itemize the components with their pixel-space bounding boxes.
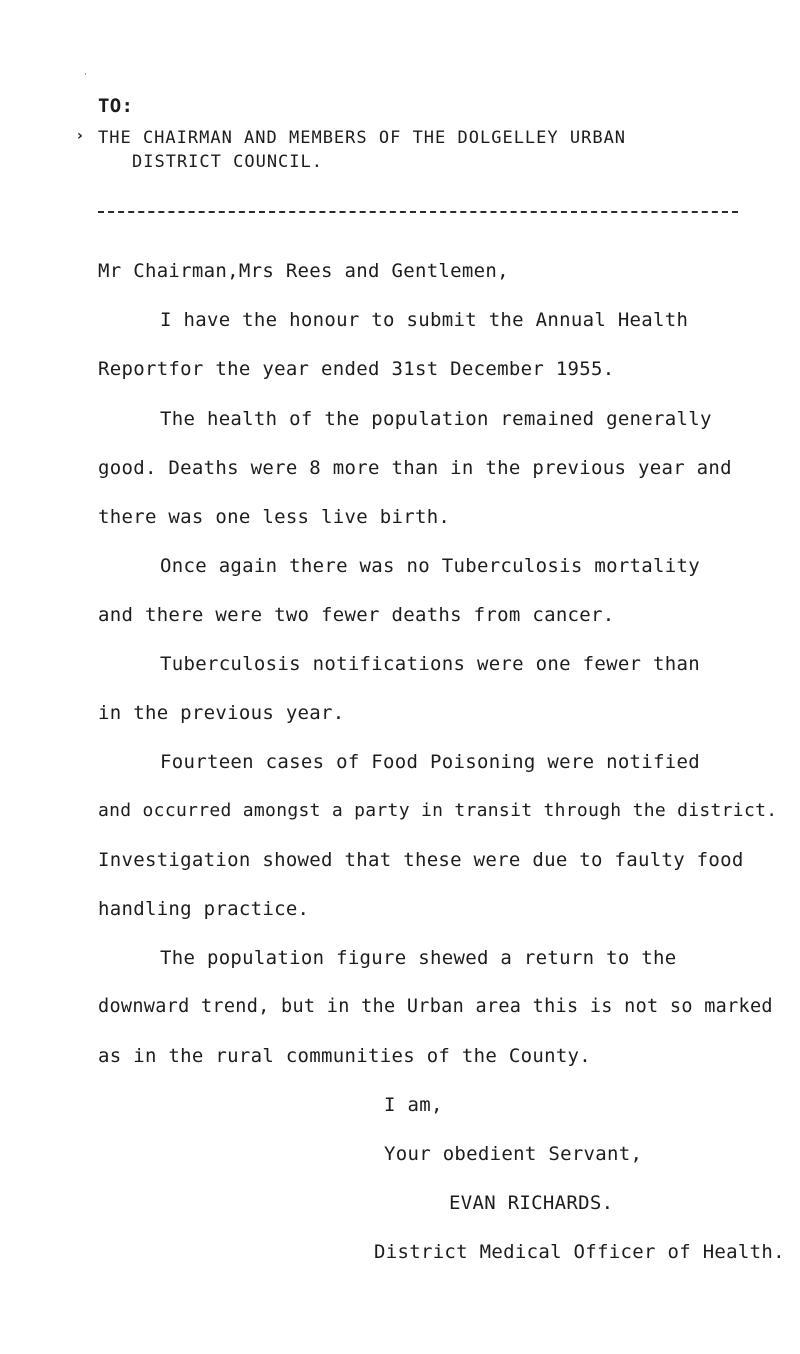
closing-i-am: I am, xyxy=(384,1094,443,1116)
body-line: I have the honour to submit the Annual Health xyxy=(160,309,689,331)
closing-servant: Your obedient Servant, xyxy=(384,1143,643,1165)
body-line: good. Deaths were 8 more than in the previous year and xyxy=(98,457,732,479)
body-line: Fourteen cases of Food Poisoning were notified xyxy=(160,751,700,773)
body-line: Reportfor the year ended 31st December 1955. xyxy=(98,358,615,380)
body-line: The population figure shewed a return to the xyxy=(160,947,677,969)
body-line: Once again there was no Tuberculosis mortality xyxy=(160,555,700,577)
body-line: in the previous year. xyxy=(98,702,345,724)
salutation: Mr Chairman,Mrs Rees and Gentlemen, xyxy=(98,260,509,282)
body-line: there was one less live birth. xyxy=(98,506,451,528)
dashed-divider xyxy=(98,211,738,213)
addressee-line-1: THE CHAIRMAN AND MEMBERS OF THE DOLGELLEY URBAN xyxy=(98,128,627,148)
to-label: TO: xyxy=(98,95,134,117)
body-line: The health of the population remained generally xyxy=(160,408,712,430)
body-line: and occurred amongst a party in transit through the district. xyxy=(98,800,778,821)
margin-bracket-mark: › xyxy=(77,128,83,144)
body-line: handling practice. xyxy=(98,898,310,920)
margin-speck: · xyxy=(84,70,87,80)
body-line: Tuberculosis notifications were one fewer than xyxy=(160,653,700,675)
body-line: Investigation showed that these were due to faulty food xyxy=(98,849,744,871)
body-line: downward trend, but in the Urban area this is not so marked xyxy=(98,996,773,1017)
body-line: and there were two fewer deaths from cancer. xyxy=(98,604,615,626)
body-line: as in the rural communities of the County. xyxy=(98,1045,592,1067)
signatory-title: District Medical Officer of Health. xyxy=(374,1241,785,1263)
addressee-line-2: DISTRICT COUNCIL. xyxy=(132,152,323,172)
signatory-name: EVAN RICHARDS. xyxy=(449,1192,614,1214)
